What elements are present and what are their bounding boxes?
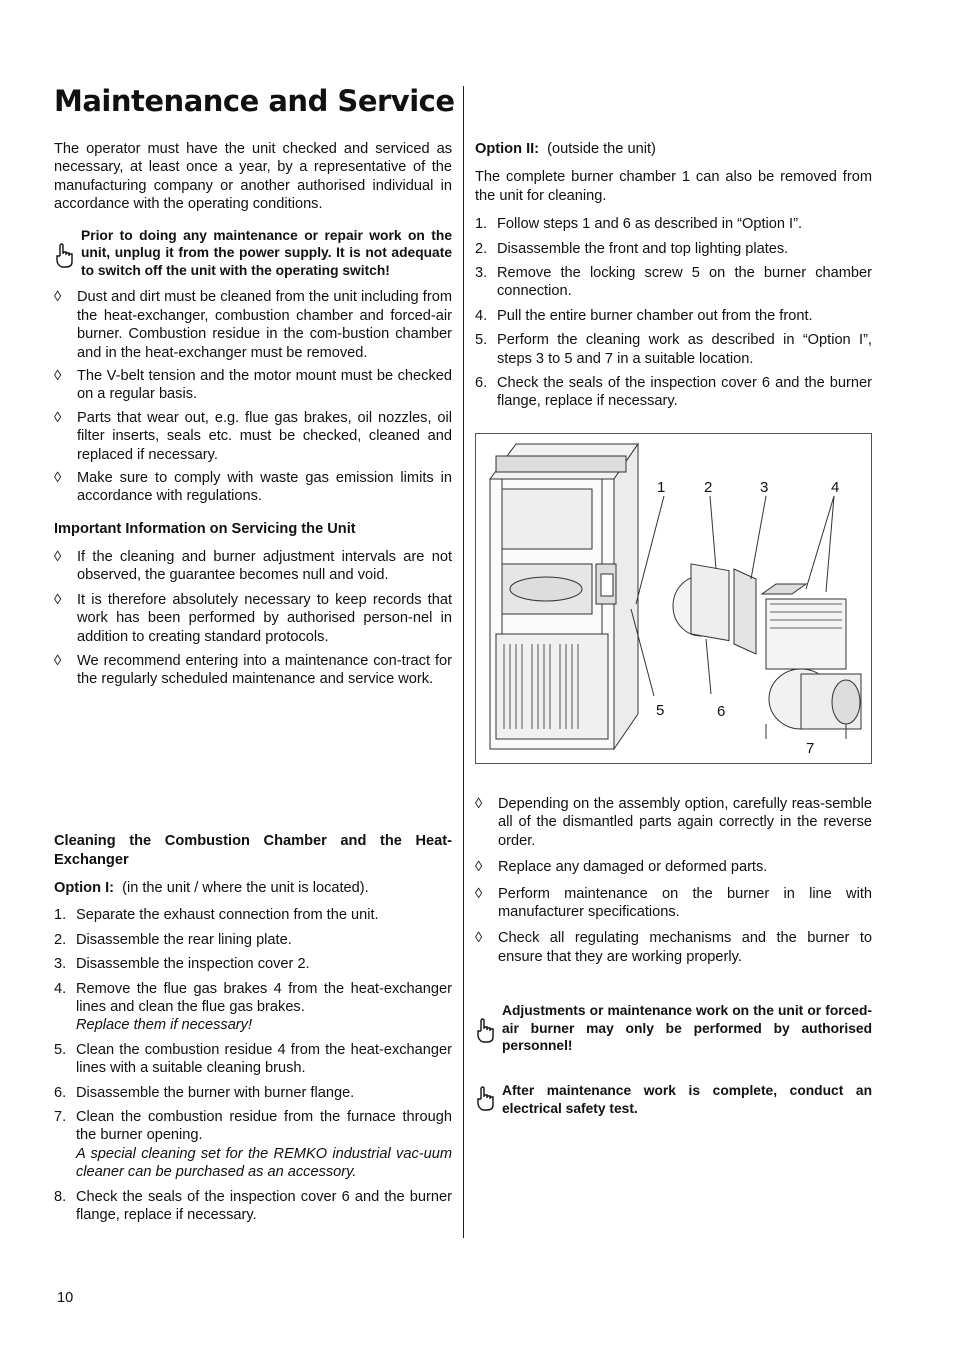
option2-intro: The complete burner chamber 1 can also be removed from the unit for cleaning. (475, 169, 872, 204)
step-item (54, 980, 452, 1035)
step-item (475, 215, 872, 233)
list-item-text: Parts that wear out, e.g. flue gas brakes, oil nozzles, oil filter inserts, seals etc. must be checked, cleaned and replaced if necessary. (77, 409, 452, 463)
step-number: 7. (54, 1109, 67, 1126)
step-number: 6. (475, 375, 488, 392)
step-number: 2. (54, 931, 67, 948)
list-item (54, 469, 452, 506)
diamond-bullet-icon: ◊ (54, 409, 62, 426)
list-item (54, 367, 452, 404)
list-item-text: Replace any damaged or deformed parts. (498, 859, 768, 876)
column-divider (463, 86, 464, 1238)
step-text: Disassemble the rear lining plate. (76, 931, 292, 948)
option2-line (475, 140, 872, 158)
figure-label: 2 (704, 479, 713, 496)
figure-label: 7 (806, 740, 815, 757)
safety-warning-text: Prior to doing any maintenance or repair work on the unit, unplug it from the power supply. It is not adequate to switch off the unit with the operating switch! (81, 227, 452, 278)
list-item-text: Check all regulating mechanisms and the burner to ensure that they are working properly. (498, 930, 872, 965)
option1-label: Option I: (54, 880, 114, 896)
figure-label: 6 (717, 703, 726, 720)
maintenance-bullets (54, 288, 452, 505)
diamond-bullet-icon: ◊ (54, 591, 62, 608)
step-item (54, 931, 452, 949)
list-item (54, 288, 452, 362)
step-number: 4. (475, 307, 488, 324)
figure-label: 3 (760, 479, 769, 496)
step-item (475, 240, 872, 258)
list-item-text: If the cleaning and burner adjustment intervals are not observed, the guarantee becomes null and void. (77, 548, 452, 584)
list-item (54, 548, 452, 585)
servicing-bullets (54, 548, 452, 689)
diamond-bullet-icon: ◊ (475, 930, 483, 947)
step-item (54, 1041, 452, 1078)
safety-test-warning-text: After maintenance work is complete, conduct an electrical safety test. (502, 1083, 872, 1116)
step-text: Check the seals of the inspection cover 6 and the burner flange, replace if necessary. (76, 1188, 452, 1224)
diamond-bullet-icon: ◊ (54, 652, 62, 669)
step-number: 4. (54, 980, 67, 997)
right-column (475, 140, 872, 411)
page-title: Maintenance and Service (54, 84, 455, 118)
step-text: Separate the exhaust connection from the unit. (76, 907, 379, 924)
step-item (475, 374, 872, 411)
step-number: 2. (475, 240, 488, 257)
diamond-bullet-icon: ◊ (475, 796, 483, 812)
list-item-text: It is therefore absolutely necessary to keep records that work has been performed by authorised person-nel in addition to creating standard protocols. (77, 591, 452, 645)
option1-steps (54, 906, 452, 1224)
step-item (54, 1108, 452, 1182)
step-item (54, 1188, 452, 1225)
diamond-bullet-icon: ◊ (54, 368, 62, 385)
step-text: Disassemble the inspection cover 2. (76, 956, 310, 973)
list-item (475, 795, 872, 850)
list-item-text: We recommend entering into a maintenance con-tract for the regularly scheduled maintenance and service work. (77, 652, 452, 688)
list-item-text: The V-belt tension and the motor mount must be checked on a regular basis. (77, 368, 452, 403)
list-item-text: Dust and dirt must be cleaned from the unit including from the heat-exchanger, combustion chamber and forced-air burner. Combustion residue in the com-bustion chamber and in the heat-exchanger must be removed. (77, 289, 452, 361)
step-item (54, 955, 452, 973)
figure-label: 4 (831, 479, 840, 496)
pointing-hand-icon (475, 1018, 497, 1044)
list-item (475, 858, 872, 876)
step-text: Disassemble the burner with burner flange. (76, 1084, 355, 1101)
figure-label: 5 (656, 702, 665, 719)
step-text: Check the seals of the inspection cover 6 and the burner flange, replace if necessary. (497, 375, 872, 410)
cleaning-heading: Cleaning the Combustion Chamber and the Heat-Exchanger (54, 833, 452, 868)
list-item-text: Perform maintenance on the burner in line with manufacturer specifications. (498, 885, 872, 921)
pointing-hand-icon (54, 243, 76, 269)
step-number: 3. (54, 956, 67, 973)
option2-text: (outside the unit) (547, 141, 656, 157)
exploded-view-drawing (476, 434, 871, 763)
step-text: Clean the combustion residue from the furnace through the burner opening. (76, 1109, 452, 1144)
list-item (54, 652, 452, 689)
page-number: 10 (57, 1290, 74, 1306)
figure-label: 1 (657, 479, 666, 496)
step-number: 1. (475, 216, 488, 233)
step-note: Replace them if necessary! (76, 1017, 253, 1034)
list-item (54, 409, 452, 464)
left-column (54, 140, 452, 689)
step-text: Clean the combustion residue 4 from the heat-exchanger lines with a suitable cleaning brush. (76, 1041, 452, 1077)
safety-test-warning (475, 1082, 872, 1117)
step-number: 5. (475, 332, 488, 349)
list-item (54, 591, 452, 646)
step-item (475, 307, 872, 325)
step-item (54, 1084, 452, 1102)
personnel-warning-text: Adjustments or maintenance work on the unit or forced-air burner may only be performed by authorised personnel! (502, 1003, 872, 1054)
step-text: Pull the entire burner chamber out from the front. (497, 307, 813, 324)
list-item (475, 929, 872, 966)
option1-text: (in the unit / where the unit is located). (122, 880, 369, 896)
servicing-heading: Important Information on Servicing the Unit (54, 520, 356, 537)
list-item-text: Make sure to comply with waste gas emission limits in accordance with regulations. (77, 470, 452, 505)
diamond-bullet-icon: ◊ (475, 885, 483, 902)
option1-line (54, 879, 452, 897)
intro-paragraph: The operator must have the unit checked and serviced as necessary, at least once a year, by a representative of the manufacturing company or another authorised individual in accordance with the operating conditions. (54, 141, 452, 213)
step-note: A special cleaning set for the REMKO industrial vac-uum cleaner can be purchased as an accessory. (76, 1145, 452, 1181)
step-text: Perform the cleaning work as described in “Option I”, steps 3 to 5 and 7 in a suitable location. (497, 332, 872, 367)
step-text: Follow steps 1 and 6 as described in “Option I”. (497, 216, 803, 233)
pointing-hand-icon (475, 1086, 497, 1112)
option2-label: Option II: (475, 141, 540, 157)
step-item (54, 906, 452, 924)
step-number: 8. (54, 1188, 67, 1205)
cleaning-section (54, 832, 452, 1225)
diamond-bullet-icon: ◊ (54, 470, 62, 487)
diamond-bullet-icon: ◊ (54, 289, 62, 306)
diamond-bullet-icon: ◊ (54, 548, 62, 565)
right-lower (475, 795, 872, 1117)
step-text: Disassemble the front and top lighting plates. (497, 240, 789, 257)
diamond-bullet-icon: ◊ (475, 859, 483, 876)
safety-warning (54, 227, 452, 280)
option2-steps (475, 215, 872, 411)
step-item (475, 264, 872, 301)
list-item (475, 885, 872, 922)
step-text: Remove the flue gas brakes 4 from the heat-exchanger lines and clean the flue gas brakes. (76, 980, 452, 1016)
list-item-text: Depending on the assembly option, carefully reas-semble all of the dismantled parts again correctly in the reverse order. (498, 796, 872, 849)
step-number: 6. (54, 1084, 67, 1101)
burner-chamber-figure (475, 433, 872, 764)
step-number: 3. (475, 265, 488, 282)
step-number: 1. (54, 907, 67, 924)
step-text: Remove the locking screw 5 on the burner chamber connection. (497, 265, 872, 300)
personnel-warning (475, 1002, 872, 1055)
step-number: 5. (54, 1041, 67, 1058)
step-item (475, 331, 872, 368)
